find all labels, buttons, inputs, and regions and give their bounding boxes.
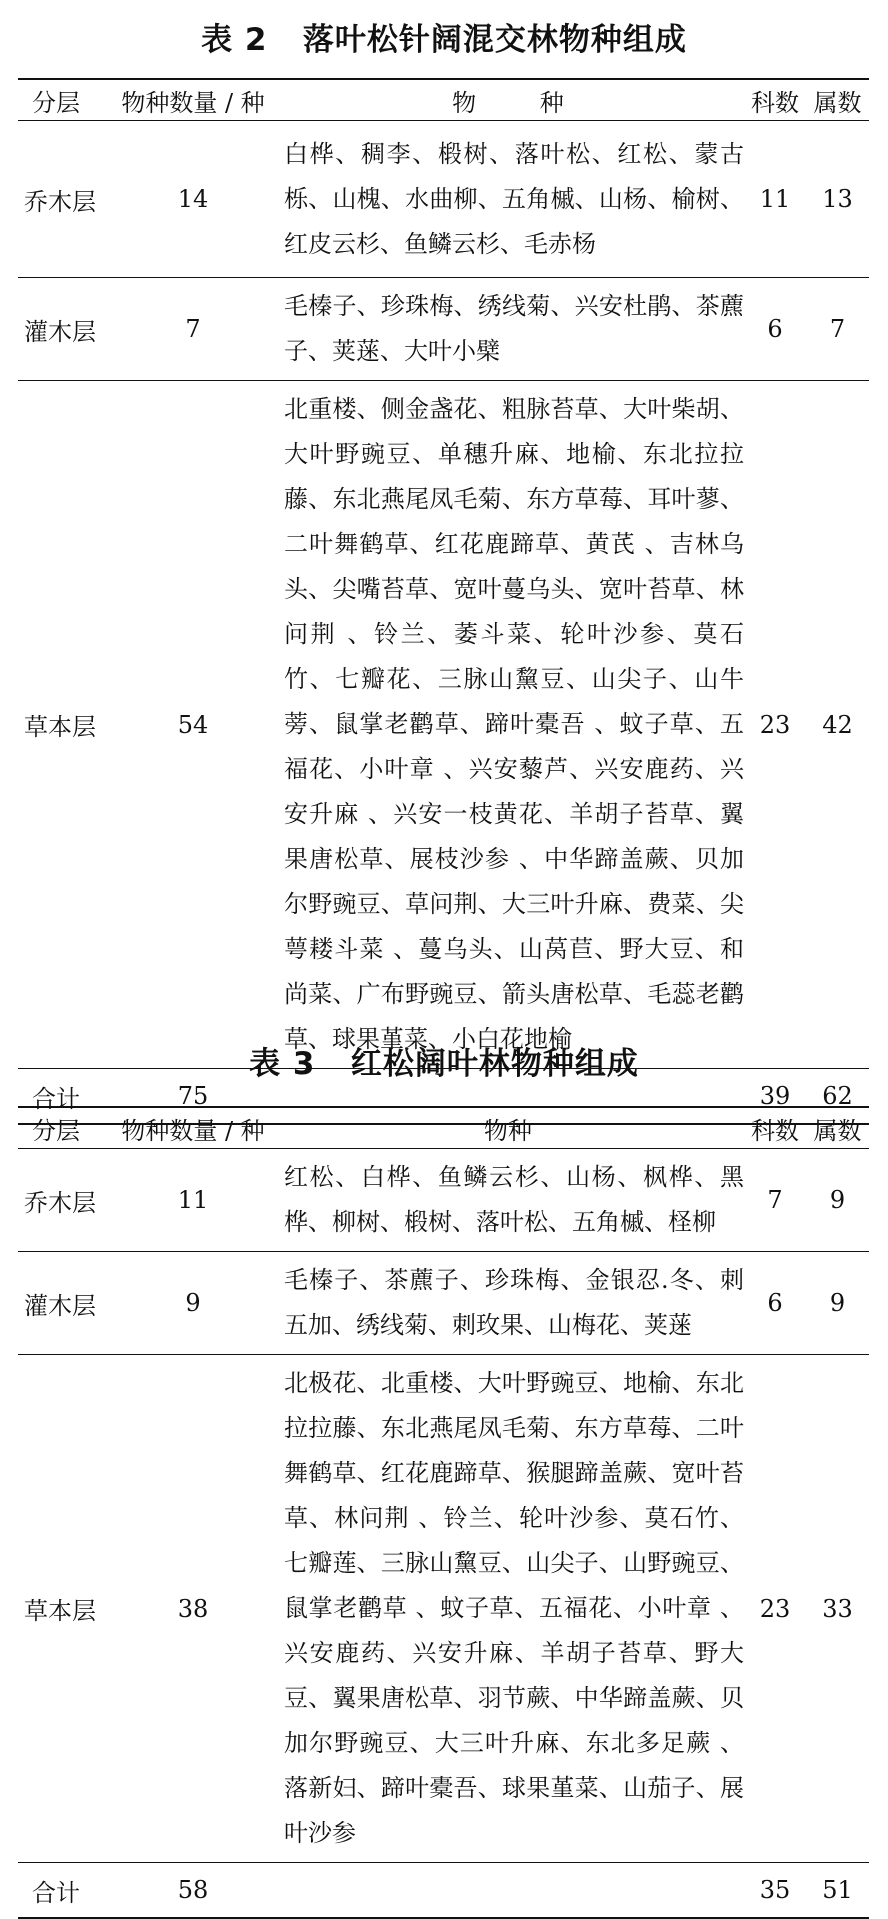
layer-cell: 乔木层 bbox=[18, 1149, 114, 1252]
genera-cell: 9 bbox=[806, 1252, 869, 1355]
count-cell: 14 bbox=[114, 121, 272, 278]
families-cell: 23 bbox=[744, 1355, 806, 1863]
layer-cell: 灌木层 bbox=[18, 278, 114, 381]
count-cell: 38 bbox=[114, 1355, 272, 1863]
header-layer: 分层 bbox=[18, 79, 114, 121]
table-3-header-row bbox=[18, 1107, 869, 1149]
species-cell: 毛榛子、茶藨子、珍珠梅、金银忍.冬、刺五加、绣线菊、刺玫果、山梅花、荚蒾 bbox=[272, 1252, 744, 1355]
count-cell: 11 bbox=[114, 1149, 272, 1252]
species-cell: 北极花、北重楼、大叶野豌豆、地榆、东北拉拉藤、东北燕尾凤毛菊、东方草莓、二叶舞鹤草、红花鹿蹄草、猴腿蹄盖蕨、宽叶苔草、林问荆 、铃兰、轮叶沙参、莫石竹、七瓣莲、三脉山黧豆、山尖子、山野豌豆、鼠掌老鹳草 、蚊子草、五福花、小叶章 、兴安鹿药、兴安升麻、羊胡子苔草、野大豆、翼果唐松草、羽节蕨、中华蹄盖蕨、贝加尔野豌豆、大三叶升麻、东北多足蕨 、落新妇、蹄叶橐吾、球果堇菜、山茄子、展叶沙参 bbox=[272, 1355, 744, 1863]
families-cell: 7 bbox=[744, 1149, 806, 1252]
table-row bbox=[18, 381, 869, 1069]
total-label: 合计 bbox=[18, 1069, 114, 1125]
table-2-header-row bbox=[18, 79, 869, 121]
genera-cell: 9 bbox=[806, 1149, 869, 1252]
total-families: 35 bbox=[744, 1863, 806, 1919]
total-count: 58 bbox=[114, 1863, 272, 1919]
table-row bbox=[18, 1252, 869, 1355]
families-cell: 11 bbox=[744, 121, 806, 278]
header-layer: 分层 bbox=[18, 1107, 114, 1149]
count-cell: 9 bbox=[114, 1252, 272, 1355]
count-cell: 7 bbox=[114, 278, 272, 381]
table-3-caption: 表 3 红松阔叶林物种组成 bbox=[249, 1046, 639, 1082]
layer-cell: 草本层 bbox=[18, 1355, 114, 1863]
total-count: 75 bbox=[114, 1069, 272, 1125]
header-species-count: 物种数量 / 种 bbox=[114, 1107, 272, 1149]
header-families: 科数 bbox=[744, 79, 806, 121]
header-species-count: 物种数量 / 种 bbox=[114, 79, 272, 121]
table-3 bbox=[18, 1106, 869, 1919]
table-row bbox=[18, 278, 869, 381]
species-cell: 白桦、稠李、椴树、落叶松、红松、蒙古栎、山槐、水曲柳、五角槭、山杨、榆树、红皮云杉、鱼鳞云杉、毛赤杨 bbox=[272, 121, 744, 278]
species-cell: 北重楼、侧金盏花、粗脉苔草、大叶柴胡、大叶野豌豆、单穗升麻、地榆、东北拉拉藤、东北燕尾凤毛菊、东方草莓、耳叶蓼、二叶舞鹤草、红花鹿蹄草、黄芪 、吉林乌头、尖嘴苔草、宽叶蔓乌头、宽叶苔草、林问荆 、铃兰、萎斗菜、轮叶沙参、莫石竹、七瓣花、三脉山黧豆、山尖子、山牛蒡、鼠掌老鹳草、蹄叶橐吾 、蚊子草、五福花、小叶章 、兴安藜芦、兴安鹿药、兴安升麻 、兴安一枝黄花、羊胡子苔草、翼果唐松草、展枝沙参 、中华蹄盖蕨、贝加尔野豌豆、草问荆、大三叶升麻、费菜、尖萼耧斗菜 、蔓乌头、山莴苣、野大豆、和尚菜、广布野豌豆、箭头唐松草、毛蕊老鹳草、球果堇菜、小白花地榆 bbox=[272, 381, 744, 1069]
genera-cell: 7 bbox=[806, 278, 869, 381]
layer-cell: 灌木层 bbox=[18, 1252, 114, 1355]
species-cell: 毛榛子、珍珠梅、绣线菊、兴安杜鹃、茶藨子、荚蒾、大叶小檗 bbox=[272, 278, 744, 381]
header-species: 物 种 bbox=[272, 79, 744, 121]
header-families: 科数 bbox=[744, 1107, 806, 1149]
header-genera: 属数 bbox=[806, 1107, 869, 1149]
total-label: 合计 bbox=[18, 1863, 114, 1919]
genera-cell: 33 bbox=[806, 1355, 869, 1863]
table-row bbox=[18, 1149, 869, 1252]
genera-cell: 13 bbox=[806, 121, 869, 278]
count-cell: 54 bbox=[114, 381, 272, 1069]
total-families: 39 bbox=[744, 1069, 806, 1125]
table-row bbox=[18, 121, 869, 278]
header-genera: 属数 bbox=[806, 79, 869, 121]
table-2 bbox=[18, 78, 869, 1125]
table-total-row bbox=[18, 1863, 869, 1919]
total-species-empty bbox=[272, 1863, 744, 1919]
genera-cell: 42 bbox=[806, 381, 869, 1069]
families-cell: 6 bbox=[744, 1252, 806, 1355]
table-2-caption: 表 2 落叶松针阔混交林物种组成 bbox=[201, 22, 687, 58]
total-genera: 62 bbox=[806, 1069, 869, 1125]
species-cell: 红松、白桦、鱼鳞云杉、山杨、枫桦、黑桦、柳树、椴树、落叶松、五角槭、柽柳 bbox=[272, 1149, 744, 1252]
header-species: 物种 bbox=[272, 1107, 744, 1149]
layer-cell: 草本层 bbox=[18, 381, 114, 1069]
families-cell: 6 bbox=[744, 278, 806, 381]
layer-cell: 乔木层 bbox=[18, 121, 114, 278]
table-row bbox=[18, 1355, 869, 1863]
families-cell: 23 bbox=[744, 381, 806, 1069]
total-genera: 51 bbox=[806, 1863, 869, 1919]
